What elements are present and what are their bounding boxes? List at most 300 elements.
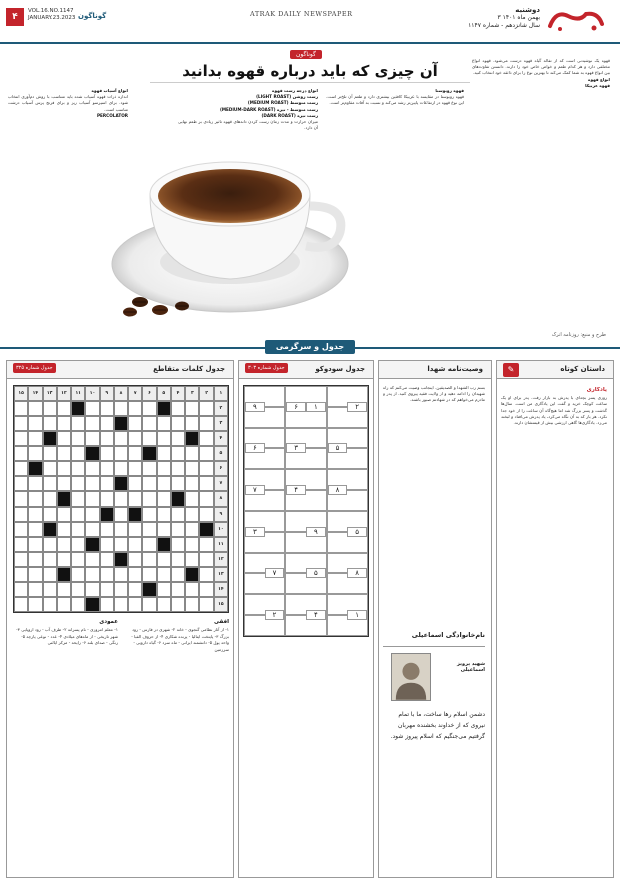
crossword-cell[interactable] <box>142 431 156 446</box>
martyr-photo <box>391 653 431 701</box>
crossword-cell[interactable] <box>157 552 171 567</box>
crossword-cell[interactable] <box>100 552 114 567</box>
crossword-cell[interactable] <box>185 597 199 612</box>
crossword-cell[interactable] <box>128 446 142 461</box>
sudoku-cell[interactable] <box>286 614 306 616</box>
crossword-cell[interactable] <box>43 507 57 522</box>
sudoku-cell[interactable] <box>265 447 285 449</box>
crossword-cell[interactable] <box>157 567 171 582</box>
crossword-cell[interactable] <box>199 552 213 567</box>
crossword-block <box>185 431 199 446</box>
crossword-cell[interactable] <box>199 476 213 491</box>
crossword-cell[interactable] <box>114 567 128 582</box>
crossword-cell[interactable] <box>185 446 199 461</box>
crossword-cell[interactable] <box>142 537 156 552</box>
crossword-cell[interactable] <box>157 446 171 461</box>
crossword-block <box>57 567 71 582</box>
crossword-cell[interactable] <box>43 461 57 476</box>
crossword-cell[interactable] <box>171 597 185 612</box>
crossword-cell[interactable] <box>85 491 99 506</box>
sudoku-cell[interactable] <box>347 489 367 491</box>
crossword-cell[interactable] <box>171 446 185 461</box>
crossword-cell[interactable] <box>43 446 57 461</box>
coffee-cup-image <box>110 134 350 320</box>
sudoku-cell[interactable]: ۲ <box>347 402 367 412</box>
volume-number: VOL.16.NO.1147 <box>28 8 74 14</box>
portrait-icon <box>392 654 430 700</box>
crossword-cell[interactable] <box>157 476 171 491</box>
sudoku-box[interactable] <box>244 594 285 636</box>
sudoku-cell[interactable] <box>328 572 348 574</box>
sudoku-cell[interactable]: ۱ <box>306 402 326 412</box>
short-story-subtitle: یادگاری <box>586 387 607 393</box>
crossword-cell[interactable] <box>100 416 114 431</box>
sudoku-cell[interactable]: ۷ <box>245 485 265 495</box>
across-clues <box>124 619 229 871</box>
crossword-cell[interactable] <box>14 552 28 567</box>
crossword-cell[interactable] <box>128 416 142 431</box>
crossword-cell[interactable] <box>14 491 28 506</box>
crossword-cell[interactable] <box>57 416 71 431</box>
crossword-cell[interactable] <box>85 522 99 537</box>
crossword-cell[interactable] <box>142 416 156 431</box>
crossword-block <box>199 522 213 537</box>
crossword-cell[interactable] <box>199 537 213 552</box>
crossword-cell[interactable] <box>71 461 85 476</box>
sudoku-cell[interactable]: ۵ <box>328 443 348 453</box>
sudoku-badge: جدول شماره ۳۰۳ <box>245 363 288 373</box>
crossword-grid[interactable] <box>13 385 229 613</box>
crossword-cell[interactable] <box>199 597 213 612</box>
crossword-title: جدول کلمات متقاطع <box>7 361 233 379</box>
article-credit: طرح و منبع: روزنامه اترک <box>551 332 606 338</box>
crossword-cell[interactable] <box>185 461 199 476</box>
sudoku-cell[interactable] <box>306 447 326 449</box>
crossword-cell[interactable] <box>28 491 42 506</box>
crossword-cell[interactable] <box>157 461 171 476</box>
english-date: JANUARY.23.2023 <box>28 15 76 21</box>
crossword-cell[interactable] <box>171 567 185 582</box>
crossword-cell[interactable] <box>114 461 128 476</box>
crossword-cell[interactable] <box>171 401 185 416</box>
martyr-family-name: نام‌خانوادگی اسماعیلی <box>383 631 485 647</box>
coffee-cup-icon <box>110 134 350 320</box>
short-story-title: داستان کوتاه <box>497 361 613 379</box>
crossword-cell[interactable] <box>114 597 128 612</box>
crossword-cell[interactable] <box>57 507 71 522</box>
crossword-cell[interactable] <box>57 401 71 416</box>
sudoku-cell[interactable]: ۳ <box>245 527 265 537</box>
crossword-cell[interactable] <box>14 537 28 552</box>
crossword-column-number: ۱۵ <box>14 386 28 401</box>
crossword-cell[interactable] <box>114 507 128 522</box>
crossword-cell[interactable] <box>171 476 185 491</box>
martyr-will-text: بسم رب الشهدا و الصدیقین. اینجانب وصیت می‌کنم که راه شهیدان را ادامه دهید و از ولایت فقیه پیروی کنید. از پدر و مادرم می‌خواهم که در شهادتم صبور باشند. <box>383 385 485 403</box>
crossword-cell[interactable] <box>28 416 42 431</box>
sudoku-cell[interactable] <box>286 572 306 574</box>
crossword-badge: جدول شماره ۳۲۵ <box>13 363 56 373</box>
across-clues-heading: افقی <box>213 619 229 625</box>
sudoku-box[interactable] <box>327 553 368 595</box>
crossword-block <box>142 582 156 597</box>
martyr-poem: دشمن اسلام رها ساخت، ما با تمام نیروی که از خداوند بخشنده مهربان گرفتیم می‌جنگیم که اسلام پیروز شود. <box>390 711 485 740</box>
crossword-cell[interactable] <box>71 491 85 506</box>
sudoku-cell[interactable]: ۲ <box>265 610 285 620</box>
crossword-cell[interactable] <box>14 401 28 416</box>
crossword-cell[interactable] <box>171 431 185 446</box>
headline-divider <box>150 82 470 83</box>
sudoku-cell[interactable] <box>347 447 367 449</box>
volume-info <box>28 8 75 22</box>
short-story-panel <box>496 360 614 878</box>
crossword-column-number: ۷ <box>128 386 142 401</box>
crossword-cell[interactable] <box>28 446 42 461</box>
crossword-cell[interactable] <box>71 416 85 431</box>
sudoku-cell[interactable] <box>245 614 265 616</box>
sudoku-box[interactable] <box>327 386 368 428</box>
crossword-cell[interactable] <box>100 582 114 597</box>
crossword-cell[interactable] <box>14 461 28 476</box>
sudoku-cell[interactable] <box>286 531 306 533</box>
crossword-cell[interactable] <box>157 431 171 446</box>
crossword-cell[interactable] <box>114 522 128 537</box>
sudoku-panel <box>238 360 374 878</box>
crossword-cell[interactable] <box>199 446 213 461</box>
crossword-cell[interactable] <box>14 522 28 537</box>
crossword-cell[interactable] <box>100 597 114 612</box>
crossword-cell[interactable] <box>14 507 28 522</box>
crossword-cell[interactable] <box>142 491 156 506</box>
crossword-cell[interactable] <box>14 597 28 612</box>
crossword-cell[interactable] <box>100 522 114 537</box>
weekday: دوشنبه <box>515 6 540 14</box>
sudoku-box[interactable] <box>244 511 285 553</box>
crossword-cell[interactable] <box>142 401 156 416</box>
sudoku-box[interactable] <box>327 469 368 511</box>
sudoku-cell[interactable]: ۳ <box>286 443 306 453</box>
sudoku-cell[interactable]: ۵ <box>306 568 326 578</box>
crossword-cell[interactable] <box>171 416 185 431</box>
crossword-block <box>57 491 71 506</box>
crossword-cell[interactable] <box>100 431 114 446</box>
crossword-block <box>185 567 199 582</box>
crossword-cell[interactable] <box>171 537 185 552</box>
article-col4-subhead: انواع آسیاب قهوه <box>91 88 128 93</box>
crossword-cell[interactable] <box>114 491 128 506</box>
sudoku-cell[interactable]: ۸ <box>347 568 367 578</box>
short-story-body <box>501 387 607 867</box>
sudoku-cell[interactable]: ۹ <box>245 402 265 412</box>
crossword-cell[interactable] <box>43 476 57 491</box>
sudoku-box[interactable] <box>327 511 368 553</box>
crossword-cell[interactable] <box>43 491 57 506</box>
sudoku-cell[interactable] <box>245 572 265 574</box>
crossword-cell[interactable] <box>199 461 213 476</box>
crossword-row-number: ۱۲ <box>214 552 228 567</box>
crossword-cell[interactable] <box>85 416 99 431</box>
crossword-cell[interactable] <box>128 476 142 491</box>
crossword-cell[interactable] <box>171 582 185 597</box>
crossword-cell[interactable] <box>128 461 142 476</box>
crossword-cell[interactable] <box>57 446 71 461</box>
crossword-block <box>85 446 99 461</box>
crossword-cell[interactable] <box>71 431 85 446</box>
crossword-block <box>157 537 171 552</box>
crossword-block <box>114 416 128 431</box>
crossword-cell[interactable] <box>142 522 156 537</box>
sudoku-cell[interactable] <box>306 489 326 491</box>
crossword-cell[interactable] <box>85 582 99 597</box>
down-clues-text: ۱- معلم امروزی - نام پسرانه ۲- ظرف آب - رود اروپایی ۳- شهر تاریخی - از ماه‌های میلادی ۴- عدد - نوعی پارچه ۵- رنگی - صدای بلند ۶- رایحه - مرکز ایالتی <box>16 627 118 646</box>
crossword-cell[interactable] <box>43 401 57 416</box>
crossword-cell[interactable] <box>171 552 185 567</box>
crossword-cell[interactable] <box>199 431 213 446</box>
down-clues-heading: عمودی <box>99 619 118 625</box>
crossword-cell[interactable] <box>28 567 42 582</box>
sudoku-cell[interactable]: ۷ <box>265 568 285 578</box>
crossword-row-number: ۴ <box>214 431 228 446</box>
sudoku-box[interactable] <box>285 469 326 511</box>
crossword-row-number: ۹ <box>214 507 228 522</box>
crossword-cell[interactable] <box>43 552 57 567</box>
page-number: ۴ <box>6 8 24 26</box>
roast-light: رست روشن (LIGHT ROAST) <box>256 94 318 100</box>
sudoku-cell[interactable]: ۹ <box>306 527 326 537</box>
sudoku-box[interactable] <box>327 428 368 470</box>
crossword-cell[interactable] <box>128 401 142 416</box>
crossword-cell[interactable] <box>199 582 213 597</box>
crossword-cell[interactable] <box>28 507 42 522</box>
book-icon: ✎ <box>503 363 519 377</box>
crossword-cell[interactable] <box>128 552 142 567</box>
crossword-cell[interactable] <box>199 491 213 506</box>
crossword-cell[interactable] <box>114 537 128 552</box>
crossword-cell[interactable] <box>57 522 71 537</box>
crossword-column-number: ۲ <box>199 386 213 401</box>
crossword-cell[interactable] <box>85 476 99 491</box>
crossword-cell[interactable] <box>28 476 42 491</box>
crossword-row-number: ۷ <box>214 476 228 491</box>
crossword-cell[interactable] <box>185 522 199 537</box>
crossword-column-number: ۱ <box>214 386 228 401</box>
crossword-cell[interactable] <box>57 552 71 567</box>
crossword-row-number: ۳ <box>214 416 228 431</box>
crossword-cell[interactable] <box>199 416 213 431</box>
sudoku-cell[interactable] <box>265 406 285 408</box>
crossword-cell[interactable] <box>14 431 28 446</box>
sudoku-cell[interactable] <box>328 406 348 408</box>
crossword-cell[interactable] <box>185 476 199 491</box>
crossword-cell[interactable] <box>14 582 28 597</box>
crossword-cell[interactable] <box>157 491 171 506</box>
sudoku-box[interactable] <box>244 469 285 511</box>
crossword-cell[interactable] <box>100 537 114 552</box>
crossword-cell[interactable] <box>28 582 42 597</box>
crossword-cell[interactable] <box>28 552 42 567</box>
crossword-cell[interactable] <box>171 461 185 476</box>
sudoku-box[interactable] <box>285 511 326 553</box>
crossword-block <box>171 491 185 506</box>
crossword-cell[interactable] <box>57 431 71 446</box>
crossword-cell[interactable] <box>142 552 156 567</box>
crossword-cell[interactable] <box>57 597 71 612</box>
crossword-cell[interactable] <box>157 597 171 612</box>
crossword-cell[interactable] <box>100 401 114 416</box>
crossword-cell[interactable] <box>185 401 199 416</box>
sudoku-box[interactable] <box>327 594 368 636</box>
crossword-cell[interactable] <box>142 476 156 491</box>
sudoku-cell[interactable] <box>265 489 285 491</box>
article-col2-text: قهوه روبوستا در مقایسه با عربیکا کافئین بیشتری دارد و طعم آن تلخ‌تر است. این نوع قهوه در ارتفاعات پایین‌تر رشد می‌کند و نسبت به آفات مقاوم‌تر است. <box>326 94 464 106</box>
crossword-cell[interactable] <box>28 597 42 612</box>
crossword-cell[interactable] <box>185 491 199 506</box>
sudoku-box[interactable] <box>285 428 326 470</box>
crossword-cell[interactable] <box>171 507 185 522</box>
down-clues <box>13 619 118 871</box>
sudoku-cell[interactable] <box>328 614 348 616</box>
sudoku-box[interactable] <box>285 594 326 636</box>
article-col1-text: قهوه یک نوشیدنی است که از تفاله گیاه قهوه درست می‌شود. قهوه انواع مختلفی دارد و هر کدام طعم و خواص خاص خود را دارند. دانستن تفاوت‌های بین انواع قهوه به شما کمک می‌کند تا بهترین نوع را برای ذائقه خود انتخاب کنید. <box>472 58 610 76</box>
crossword-cell[interactable] <box>114 431 128 446</box>
crossword-cell[interactable] <box>43 597 57 612</box>
crossword-cell[interactable] <box>100 461 114 476</box>
crossword-cell[interactable] <box>114 401 128 416</box>
crossword-block <box>85 537 99 552</box>
crossword-column-number: ۳ <box>185 386 199 401</box>
crossword-cell[interactable] <box>114 446 128 461</box>
crossword-cell[interactable] <box>157 582 171 597</box>
crossword-cell[interactable] <box>85 507 99 522</box>
crossword-block <box>142 446 156 461</box>
crossword-cell[interactable] <box>43 567 57 582</box>
crossword-cell[interactable] <box>128 567 142 582</box>
sudoku-grid[interactable] <box>243 385 369 637</box>
crossword-cell[interactable] <box>142 597 156 612</box>
crossword-row-number: ۱۴ <box>214 582 228 597</box>
crossword-cell[interactable] <box>157 507 171 522</box>
crossword-cell[interactable] <box>71 507 85 522</box>
crossword-cell[interactable] <box>71 446 85 461</box>
crossword-cell[interactable] <box>128 582 142 597</box>
crossword-cell[interactable] <box>28 431 42 446</box>
crossword-row-number: ۲ <box>214 401 228 416</box>
across-clues-text: ۱- از آثار نظامی گنجوی - خانه ۲- شهری در فارس - رود بزرگ ۳- پایتخت ایتالیا - پرنده شکاری ۴- از حروف الفبا - واحد پول ۵- دانشمند ایرانی - ماه سرد ۶- گیاه دارویی - سرزمین <box>131 627 229 652</box>
crossword-cell[interactable] <box>142 507 156 522</box>
sudoku-box[interactable] <box>285 553 326 595</box>
sudoku-title: جدول سودوکو <box>239 361 373 379</box>
sudoku-cell[interactable] <box>328 531 348 533</box>
sudoku-cell[interactable]: ۸ <box>328 485 348 495</box>
crossword-cell[interactable] <box>142 567 156 582</box>
crossword-cell[interactable] <box>14 416 28 431</box>
crossword-cell[interactable] <box>100 476 114 491</box>
crossword-cell[interactable] <box>100 446 114 461</box>
sudoku-cell[interactable] <box>265 531 285 533</box>
crossword-cell[interactable] <box>185 582 199 597</box>
crossword-cell[interactable] <box>71 582 85 597</box>
crossword-cell[interactable] <box>43 416 57 431</box>
crossword-cell[interactable] <box>71 567 85 582</box>
crossword-cell[interactable] <box>57 537 71 552</box>
crossword-cell[interactable] <box>43 582 57 597</box>
sudoku-cell[interactable]: ۶ <box>286 402 306 412</box>
crossword-block <box>157 401 171 416</box>
sudoku-box[interactable] <box>244 553 285 595</box>
masthead <box>0 0 620 44</box>
crossword-cell[interactable] <box>43 537 57 552</box>
sudoku-cell[interactable]: ۵ <box>347 527 367 537</box>
crossword-column-number: ۱۴ <box>28 386 42 401</box>
sudoku-cell[interactable]: ۴ <box>306 610 326 620</box>
crossword-cell[interactable] <box>142 461 156 476</box>
crossword-cell[interactable] <box>71 537 85 552</box>
crossword-cell[interactable] <box>199 401 213 416</box>
crossword-cell[interactable] <box>128 597 142 612</box>
crossword-column-number: ۸ <box>114 386 128 401</box>
crossword-cell[interactable] <box>100 567 114 582</box>
crossword-cell[interactable] <box>157 522 171 537</box>
sudoku-cell[interactable]: ۱ <box>347 610 367 620</box>
crossword-cell[interactable] <box>28 401 42 416</box>
crossword-cell[interactable] <box>71 552 85 567</box>
crossword-cell[interactable] <box>185 552 199 567</box>
persian-date: ۳ بهمن ماه ۱۴۰۱ <box>497 14 540 21</box>
crossword-row-number: ۵ <box>214 446 228 461</box>
crossword-cell[interactable] <box>85 461 99 476</box>
crossword-cell[interactable] <box>128 537 142 552</box>
crossword-cell[interactable] <box>185 416 199 431</box>
crossword-cell[interactable] <box>14 567 28 582</box>
crossword-cell[interactable] <box>71 476 85 491</box>
crossword-cell[interactable] <box>185 507 199 522</box>
crossword-cell[interactable] <box>28 522 42 537</box>
sudoku-cell[interactable]: ۶ <box>245 443 265 453</box>
crossword-cell[interactable] <box>71 522 85 537</box>
crossword-cell[interactable] <box>71 597 85 612</box>
article-col1-subhead-1: انواع قهوه <box>588 76 610 82</box>
crossword-cell[interactable] <box>171 522 185 537</box>
crossword-cell[interactable] <box>57 476 71 491</box>
sudoku-box[interactable] <box>244 386 285 428</box>
crossword-row-number: ۱۱ <box>214 537 228 552</box>
crossword-cell[interactable] <box>128 491 142 506</box>
sudoku-cell[interactable]: ۴ <box>286 485 306 495</box>
crossword-cell[interactable] <box>128 431 142 446</box>
band-label: جدول و سرگرمی <box>265 340 355 354</box>
crossword-cell[interactable] <box>14 476 28 491</box>
sudoku-box[interactable] <box>244 428 285 470</box>
crossword-cell[interactable] <box>100 491 114 506</box>
crossword-column-number: ۶ <box>142 386 156 401</box>
crossword-cell[interactable] <box>85 567 99 582</box>
crossword-cell[interactable] <box>57 582 71 597</box>
crossword-cell[interactable] <box>199 567 213 582</box>
section-name: گوناگون <box>78 12 107 20</box>
crossword-cell[interactable] <box>185 537 199 552</box>
crossword-cell[interactable] <box>199 507 213 522</box>
crossword-cell[interactable] <box>85 552 99 567</box>
crossword-cell[interactable] <box>28 537 42 552</box>
puzzles-band <box>0 339 620 355</box>
crossword-cell[interactable] <box>128 522 142 537</box>
crossword-cell[interactable] <box>157 416 171 431</box>
crossword-cell[interactable] <box>114 582 128 597</box>
crossword-cell[interactable] <box>85 431 99 446</box>
sudoku-box[interactable] <box>285 386 326 428</box>
crossword-cell[interactable] <box>14 446 28 461</box>
crossword-cell[interactable] <box>85 401 99 416</box>
crossword-cell[interactable] <box>57 461 71 476</box>
